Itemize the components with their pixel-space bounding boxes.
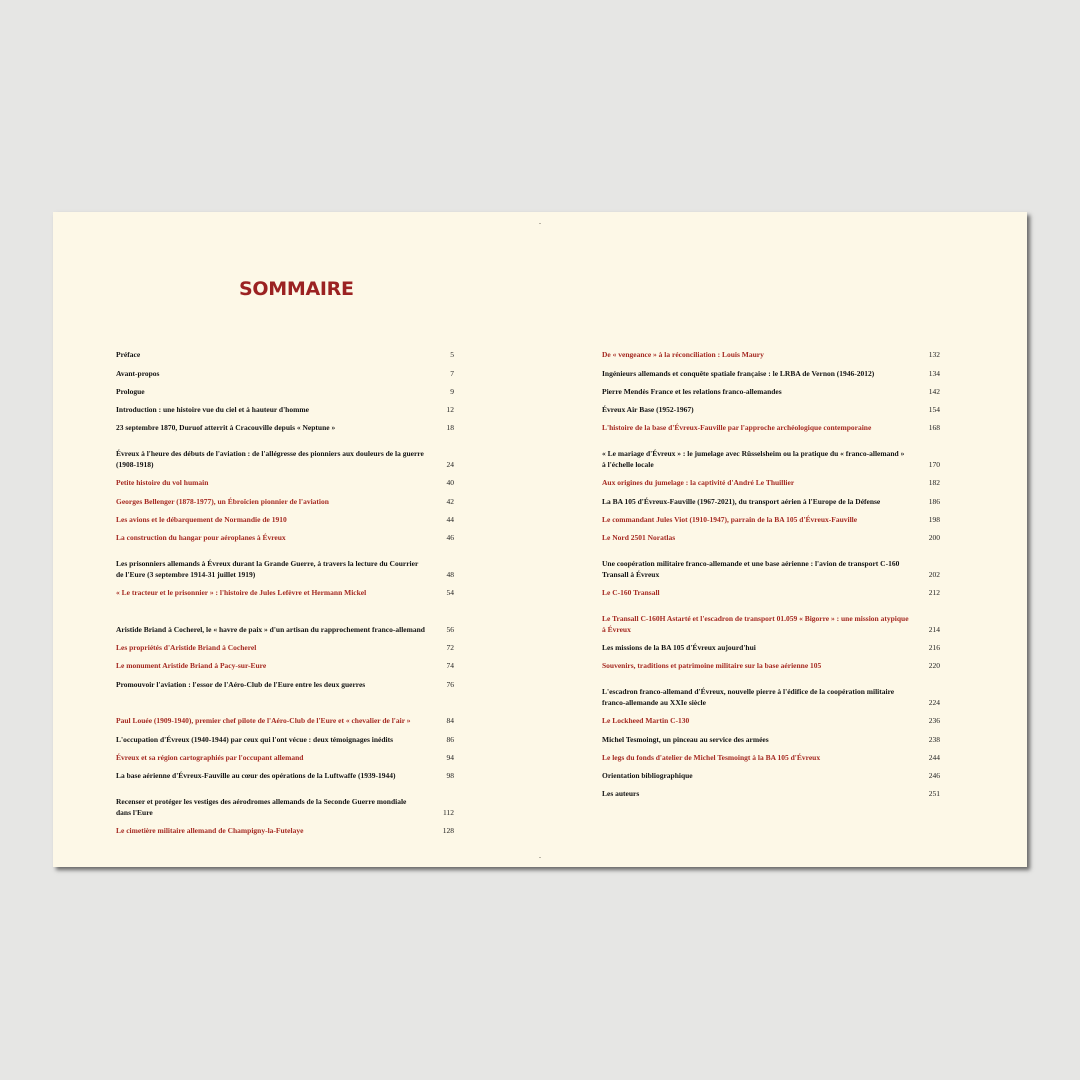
toc-entry-page: 134: [928, 368, 940, 378]
toc-entry-page: 40: [446, 478, 454, 488]
toc-entry-title: La BA 105 d'Évreux-Fauville (1967-2021), du transport aérien à l'Europe de la Défense: [602, 496, 881, 506]
toc-entry-page: 74: [446, 661, 454, 671]
toc-entry-title: 23 septembre 1870, Duruof atterrit à Cracouville depuis « Neptune »: [116, 423, 336, 433]
toc-entry-title: Prologue: [116, 386, 145, 396]
toc-entry-title: Le commandant Jules Viot (1910-1947), parrain de la BA 105 d'Évreux-Fauville: [602, 514, 858, 524]
toc-entry-page: 56: [446, 624, 454, 634]
toc-entry: [116, 488, 454, 506]
toc-entry: [602, 360, 940, 378]
toc-entry-page: 112: [443, 807, 454, 817]
toc-entry-page: 132: [928, 350, 940, 360]
toc-entry: [116, 745, 454, 763]
toc-entry: [116, 433, 454, 470]
toc-entry-title: La construction du hangar pour aéroplanes à Évreux: [116, 533, 286, 543]
toc-entry-page: 202: [928, 569, 940, 579]
toc-entry-page: 212: [928, 588, 940, 598]
toc-entry-title: Le Lockheed Martin C-130: [602, 716, 690, 726]
toc-entry: [602, 708, 940, 726]
toc-entry-page: 216: [928, 643, 940, 653]
toc-entry: [116, 379, 454, 397]
toc-entry: [116, 781, 454, 818]
toc-entry: [602, 635, 940, 653]
toc-entry-page: 214: [928, 624, 940, 634]
toc-entry-title: Les auteurs: [602, 789, 640, 799]
toc-entry-title: La base aérienne d'Évreux-Fauville au cœur des opérations de la Luftwaffe (1939-1944): [116, 771, 396, 781]
book-spread: [53, 212, 1027, 867]
toc-entry-title: Promouvoir l'aviation : l'essor de l'Aéro-Club de l'Eure entre les deux guerres: [116, 679, 366, 689]
toc-entry-title: L'escadron franco-allemand d'Évreux, nouvelle pierre à l'édifice de la coopération militaire franco-allemande au XXIe siècle: [602, 686, 895, 707]
toc-entry-page: 94: [446, 752, 454, 762]
toc-entry-title: « Le tracteur et le prisonnier » : l'histoire de Jules Lefèvre et Hermann Mickel: [116, 588, 367, 598]
toc-right-column: [602, 342, 940, 799]
toc-entry: [602, 397, 940, 415]
toc-entry: [602, 781, 940, 799]
toc-entry: [602, 653, 940, 671]
toc-entry-page: 9: [450, 386, 454, 396]
toc-entry: [116, 726, 454, 744]
toc-entry-title: Le cimetière militaire allemand de Champigny-la-Futelaye: [116, 826, 304, 836]
toc-entry-title: Le legs du fonds d'atelier de Michel Tesmoingt à la BA 105 d'Évreux: [602, 752, 821, 762]
toc-entry: [602, 342, 940, 360]
toc-entry-title: Les avions et le débarquement de Normandie de 1910: [116, 514, 287, 524]
toc-entry-title: Les prisonniers allemands à Évreux durant la Grande Guerre, à travers la lecture du Courrier de l'Eure (3 septembre 1914-31 juillet 1919): [116, 558, 419, 579]
toc-entry-title: Évreux à l'heure des débuts de l'aviation : de l'allégresse des pionniers aux douleurs de la guerre (1908-1918): [116, 449, 424, 470]
toc-entry-title: Évreux Air Base (1952-1967): [602, 405, 694, 415]
toc-entry-page: 72: [446, 643, 454, 653]
toc-entry-title: Une coopération militaire franco-allemande et une base aérienne : l'avion de transport C-160 Transall à Évreux: [602, 558, 900, 579]
toc-entry: [602, 488, 940, 506]
toc-entry-page: 24: [446, 460, 454, 470]
toc-entry-title: Recenser et protéger les vestiges des aérodromes allemands de la Seconde Guerre mondiale dans l'Eure: [116, 796, 407, 817]
toc-entry-page: 86: [446, 734, 454, 744]
toc-entry-page: 198: [928, 514, 940, 524]
toc-entry: [116, 598, 454, 635]
toc-left-column: [116, 342, 454, 836]
toc-entry-title: Orientation bibliographique: [602, 771, 693, 781]
toc-entry-page: 46: [446, 533, 454, 543]
toc-entry-page: 18: [446, 423, 454, 433]
toc-entry-title: Pierre Mendès France et les relations franco-allemandes: [602, 386, 782, 396]
toc-entry: [116, 580, 454, 598]
toc-entry: [602, 470, 940, 488]
toc-entry-page: 7: [450, 368, 454, 378]
toc-entry-page: 5: [450, 350, 454, 360]
toc-entry-title: Georges Bellenger (1878-1977), un Ébroïcien pionnier de l'aviation: [116, 496, 329, 506]
toc-entry: [116, 690, 454, 727]
toc-entry-page: 44: [446, 514, 454, 524]
toc-entry-title: Préface: [116, 350, 141, 360]
toc-entry: [116, 397, 454, 415]
toc-entry-title: Petite histoire du vol humain: [116, 478, 209, 488]
gutter-mark: [539, 223, 541, 224]
toc-entry-title: L'occupation d'Évreux (1940-1944) par ceux qui l'ont vécue : deux témoignages inédits: [116, 734, 394, 744]
toc-entry: [602, 726, 940, 744]
toc-entry: [602, 543, 940, 580]
toc-entry-title: Évreux et sa région cartographiés par l'occupant allemand: [116, 752, 304, 762]
toc-entry: [602, 580, 940, 598]
toc-entry: [116, 543, 454, 580]
toc-entry-page: 168: [928, 423, 940, 433]
toc-entry: [602, 433, 940, 470]
toc-entry-page: 182: [928, 478, 940, 488]
toc-entry-page: 224: [928, 697, 940, 707]
gutter-mark: [539, 857, 541, 858]
toc-entry-page: 48: [446, 569, 454, 579]
toc-entry-page: 12: [446, 405, 454, 415]
toc-entry-page: 54: [446, 588, 454, 598]
toc-entry-title: Introduction : une histoire vue du ciel et à hauteur d'homme: [116, 405, 309, 415]
toc-entry: [116, 653, 454, 671]
toc-entry: [602, 379, 940, 397]
toc-entry: [602, 671, 940, 708]
toc-entry-title: De « vengeance » à la réconciliation : Louis Maury: [602, 350, 764, 360]
toc-entry: [602, 525, 940, 543]
toc-entry-page: 142: [928, 386, 940, 396]
toc-entry-title: Souvenirs, traditions et patrimoine militaire sur la base aérienne 105: [602, 661, 822, 671]
toc-entry-page: 236: [928, 716, 940, 726]
toc-entry-title: Le monument Aristide Briand à Pacy-sur-Eure: [116, 661, 267, 671]
toc-entry-page: 128: [442, 826, 454, 836]
toc-entry: [602, 763, 940, 781]
toc-entry: [116, 671, 454, 689]
toc-entry: [602, 745, 940, 763]
toc-entry-page: 244: [928, 752, 940, 762]
toc-entry-page: 220: [928, 661, 940, 671]
toc-entry-page: 154: [928, 405, 940, 415]
toc-entry: [116, 360, 454, 378]
toc-entry: [602, 415, 940, 433]
toc-entry-page: 186: [928, 496, 940, 506]
toc-entry: [116, 763, 454, 781]
toc-entry: [116, 507, 454, 525]
toc-entry-page: 246: [928, 771, 940, 781]
toc-entry-title: « Le mariage d'Évreux » : le jumelage avec Rüsselsheim ou la pratique du « franco-allemand » à l'échelle locale: [602, 449, 905, 470]
toc-entry: [602, 507, 940, 525]
toc-entry-title: Le C-160 Transall: [602, 588, 660, 598]
toc-entry-title: Paul Louée (1909-1940), premier chef pilote de l'Aéro-Club de l'Eure et « chevalier de l'air »: [116, 716, 411, 726]
toc-entry: [116, 525, 454, 543]
toc-entry-page: 170: [928, 460, 940, 470]
toc-entry: [116, 470, 454, 488]
toc-entry-title: Ingénieurs allemands et conquête spatiale française : le LRBA de Vernon (1946-2012): [602, 368, 875, 378]
toc-entry-title: Aux origines du jumelage : la captivité d'André Le Thuillier: [602, 478, 795, 488]
toc-entry-title: Le Transall C-160H Astarté et l'escadron de transport 01.059 « Bigorre » : une mission atypique à Évreux: [602, 613, 909, 634]
toc-entry-page: 98: [446, 771, 454, 781]
toc-entry-title: Le Nord 2501 Noratlas: [602, 533, 676, 543]
toc-entry-page: 238: [928, 734, 940, 744]
toc-entry: [116, 635, 454, 653]
toc-entry-page: 76: [446, 679, 454, 689]
toc-entry-page: 84: [446, 716, 454, 726]
toc-entry: [602, 598, 940, 635]
toc-entry: [116, 818, 454, 836]
toc-entry-title: Aristide Briand à Cocherel, le « havre de paix » d'un artisan du rapprochement franco-allemand: [116, 624, 425, 634]
toc-entry: [116, 342, 454, 360]
toc-entry-title: L'histoire de la base d'Évreux-Fauville par l'approche archéologique contemporaine: [602, 423, 872, 433]
page-title: SOMMAIRE: [239, 278, 354, 300]
toc-entry: [116, 415, 454, 433]
toc-entry-title: Les propriétés d'Aristide Briand à Cocherel: [116, 643, 257, 653]
toc-entry-page: 200: [928, 533, 940, 543]
toc-entry-title: Michel Tesmoingt, un pinceau au service des armées: [602, 734, 769, 744]
toc-entry-title: Avant-propos: [116, 368, 160, 378]
toc-entry-title: Les missions de la BA 105 d'Évreux aujourd'hui: [602, 643, 756, 653]
toc-entry-page: 251: [928, 789, 940, 799]
toc-entry-page: 42: [446, 496, 454, 506]
